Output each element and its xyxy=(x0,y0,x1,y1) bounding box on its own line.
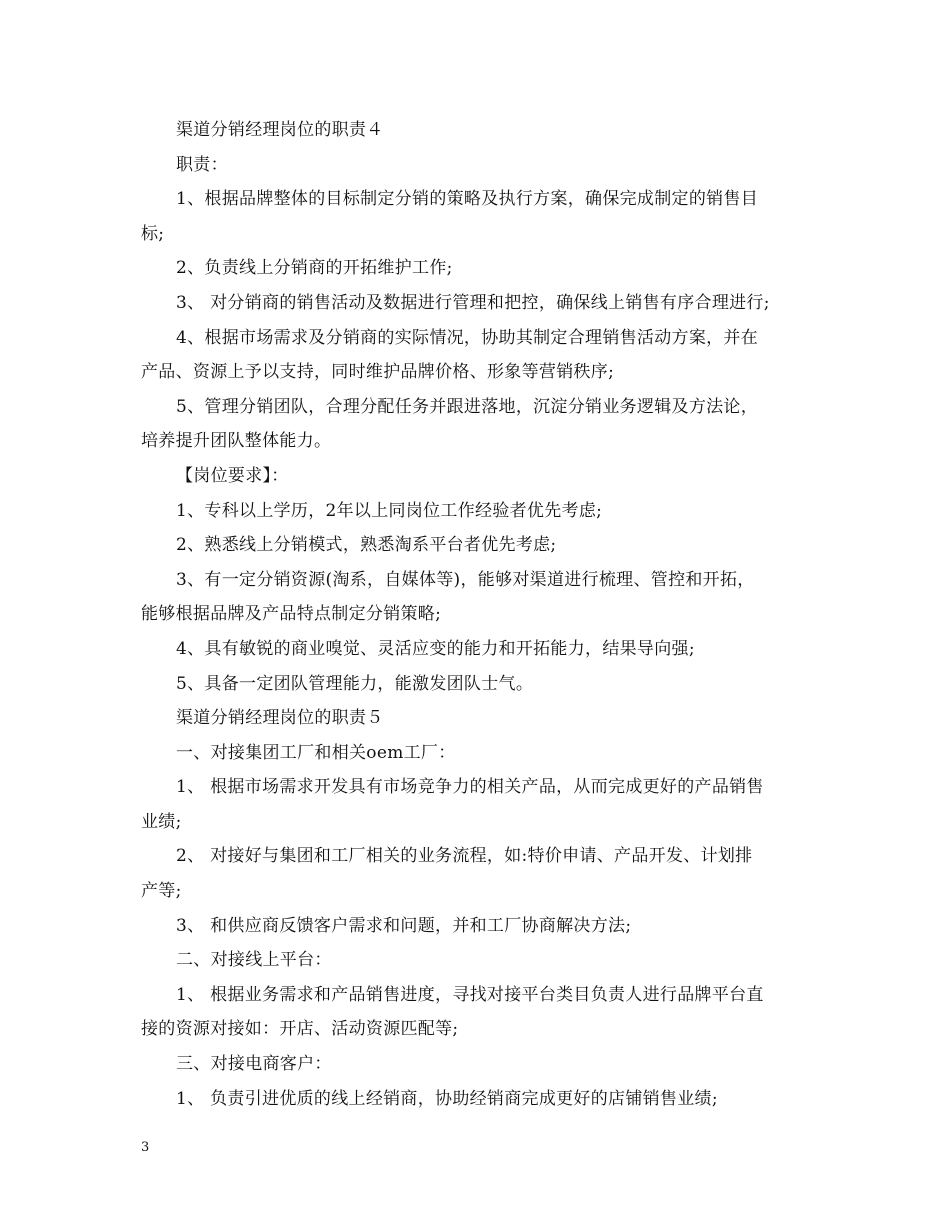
paragraph-line: 2、熟悉线上分销模式，熟悉淘系平台者优先考虑; xyxy=(176,535,557,556)
paragraph-line: 接的资源对接如：开店、活动资源匹配等; xyxy=(141,1019,459,1040)
paragraph-line: 4、具有敏锐的商业嗅觉、灵活应变的能力和开拓能力，结果导向强; xyxy=(176,638,695,659)
paragraph-line: 1、 负责引进优质的线上经销商，协助经销商完成更好的店铺销售业绩; xyxy=(176,1088,718,1109)
paragraph-line: 1、 根据市场需求开发具有市场竞争力的相关产品，从而完成更好的产品销售 xyxy=(176,777,764,798)
paragraph-line: 3、 对分销商的销售活动及数据进行管理和把控，确保线上销售有序合理进行; xyxy=(176,292,770,313)
section-subtitle: 【岗位要求】： xyxy=(176,465,289,486)
paragraph-line: 2、 对接好与集团和工厂相关的业务流程，如:特价申请、产品开发、计划排 xyxy=(176,846,753,867)
document-body xyxy=(141,113,817,1116)
paragraph-line: 4、根据市场需求及分销商的实际情况，协助其制定合理销售活动方案，并在 xyxy=(176,327,759,348)
section-title: 渠道分销经理岗位的职责５ xyxy=(176,708,384,729)
page-number: 3 xyxy=(141,1140,150,1155)
paragraph-line: 二、对接线上平台： xyxy=(176,950,332,971)
paragraph-line: 能够根据品牌及产品特点制定分销策略; xyxy=(141,604,442,625)
paragraph-line: 培养提升团队整体能力。 xyxy=(141,431,332,452)
paragraph-line: 1、 根据业务需求和产品销售进度，寻找对接平台类目负责人进行品牌平台直 xyxy=(176,984,764,1005)
section-title: 渠道分销经理岗位的职责４ xyxy=(176,120,384,140)
paragraph-line: 产等; xyxy=(141,881,182,902)
paragraph-line: 业绩; xyxy=(141,811,182,832)
paragraph-line: 1、根据品牌整体的目标制定分销的策略及执行方案，确保完成制定的销售目 xyxy=(176,189,759,210)
paragraph-line: 5、具备一定团队管理能力，能激发团队士气。 xyxy=(176,673,534,694)
paragraph-line: 标; xyxy=(141,223,165,244)
paragraph-line: 2、负责线上分销商的开拓维护工作; xyxy=(176,258,453,279)
paragraph-line: 1、专科以上学历，2年以上同岗位工作经验者优先考虑; xyxy=(176,500,603,521)
paragraph-line: 3、 和供应商反馈客户需求和问题，并和工厂协商解决方法; xyxy=(176,915,632,936)
paragraph-line: 三、对接电商客户： xyxy=(176,1054,332,1075)
paragraph-line: 产品、资源上予以支持，同时维护品牌价格、形象等营销秩序; xyxy=(141,362,615,383)
paragraph-line: 一、对接集团工厂和相关oem工厂： xyxy=(176,742,456,763)
paragraph-line: 3、有一定分销资源(淘系，自媒体等)，能够对渠道进行梳理、管控和开拓， xyxy=(176,569,755,590)
paragraph-line: 5、管理分销团队，合理分配任务并跟进落地，沉淀分销业务逻辑及方法论， xyxy=(176,396,759,417)
paragraph-line: 职责： xyxy=(176,154,228,175)
